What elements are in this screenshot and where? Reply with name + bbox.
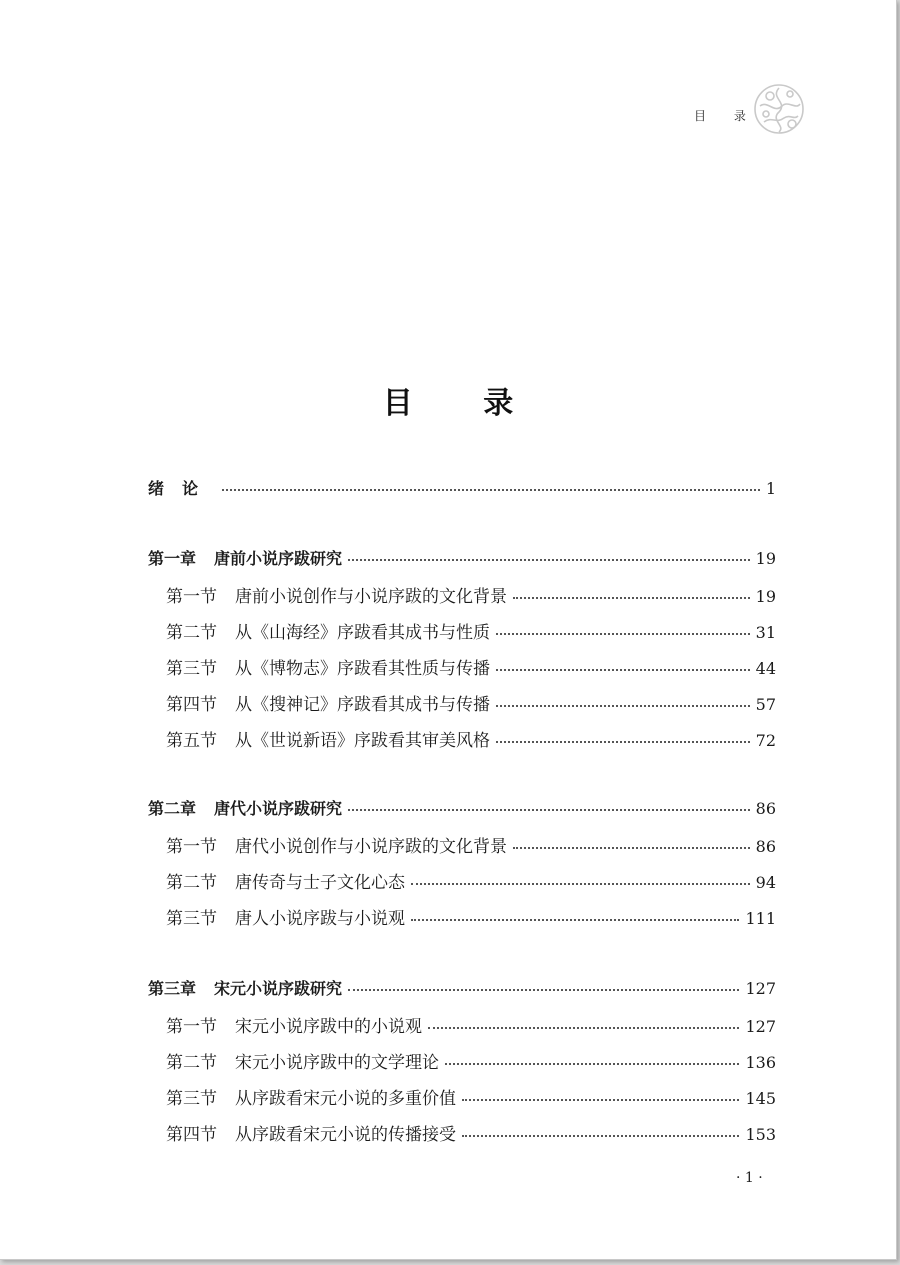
toc-page-number: 1 — [765, 479, 776, 498]
toc-label: 第五节 — [166, 731, 217, 751]
page-number: · 1 · — [736, 1170, 763, 1186]
leader-dots — [445, 1046, 739, 1065]
toc-label: 第二节 — [166, 873, 217, 893]
toc-entry-section[interactable] — [166, 726, 776, 752]
toc-entry-section[interactable] — [166, 1048, 776, 1074]
leader-dots — [411, 902, 739, 921]
toc-label: 绪论 — [148, 479, 217, 498]
toc-title: 从《山海经》序跋看其成书与性质 — [235, 623, 490, 643]
toc-label: 第二章 — [148, 799, 197, 818]
toc-page-number: 127 — [745, 979, 776, 998]
toc-title: 唐人小说序跋与小说观 — [235, 909, 405, 929]
toc-title: 宋元小说序跋中的小说观 — [235, 1017, 422, 1037]
toc-label: 第二节 — [166, 1053, 217, 1073]
running-head: 目 录 — [694, 109, 758, 123]
leader-dots — [348, 973, 739, 991]
toc-entry-section[interactable] — [166, 1120, 776, 1146]
page-title: 目 录 — [382, 386, 544, 421]
toc-title: 从序跋看宋元小说的多重价值 — [235, 1089, 456, 1109]
toc-entry-section[interactable] — [166, 654, 776, 680]
toc-label: 第四节 — [166, 1125, 217, 1145]
toc-entry-section[interactable] — [166, 904, 776, 930]
toc-title: 宋元小说序跋中的文学理论 — [235, 1053, 439, 1073]
leader-dots — [348, 543, 750, 561]
toc-title: 从《博物志》序跋看其性质与传播 — [235, 659, 490, 679]
leader-dots — [496, 616, 750, 635]
toc-label: 第一章 — [148, 549, 197, 568]
toc-label: 第二节 — [166, 623, 217, 643]
toc-entry-section[interactable] — [166, 832, 776, 858]
floral-ornament-icon — [752, 80, 806, 138]
toc-title: 唐传奇与士子文化心态 — [235, 873, 405, 893]
toc-page-number: 72 — [755, 731, 776, 750]
leader-dots — [496, 724, 750, 743]
leader-dots — [462, 1082, 739, 1101]
toc-title: 从《世说新语》序跋看其审美风格 — [235, 731, 490, 751]
toc-page-number: 94 — [755, 873, 776, 892]
toc-entry-section[interactable] — [166, 690, 776, 716]
toc-page-number: 57 — [755, 695, 776, 714]
leader-dots — [411, 866, 750, 885]
toc-label: 第三节 — [166, 659, 217, 679]
toc-page-number: 153 — [745, 1125, 776, 1144]
toc-title: 从《搜神记》序跋看其成书与传播 — [235, 695, 490, 715]
toc-entry-section[interactable] — [166, 1012, 776, 1038]
toc-page-number: 127 — [745, 1017, 776, 1036]
toc-page-number: 136 — [745, 1053, 776, 1072]
toc-entry-chapter[interactable] — [148, 976, 776, 1002]
toc-page-number: 111 — [745, 909, 776, 928]
toc-entry-section[interactable] — [166, 1084, 776, 1110]
toc-title: 唐代小说序跋研究 — [214, 799, 343, 818]
toc-label: 第一节 — [166, 587, 217, 607]
leader-dots — [462, 1118, 739, 1137]
toc-label: 第四节 — [166, 695, 217, 715]
toc-title: 唐代小说创作与小说序跋的文化背景 — [235, 837, 507, 857]
toc-page-number: 19 — [755, 587, 776, 606]
leader-dots — [496, 652, 750, 671]
toc-page-number: 19 — [755, 549, 776, 568]
leader-dots — [348, 793, 750, 811]
toc-page-number: 86 — [755, 799, 776, 818]
toc-page-number: 86 — [755, 837, 776, 856]
toc-entry-chapter[interactable] — [148, 546, 776, 572]
toc-label: 第一节 — [166, 1017, 217, 1037]
toc-page-number: 145 — [745, 1089, 776, 1108]
toc-page-number: 31 — [755, 623, 776, 642]
leader-dots — [222, 473, 760, 491]
toc-title: 宋元小说序跋研究 — [214, 979, 343, 998]
toc-label: 第一节 — [166, 837, 217, 857]
toc-label: 第三节 — [166, 1089, 217, 1109]
leader-dots — [496, 688, 750, 707]
toc-page-number: 44 — [755, 659, 776, 678]
toc-label: 第三节 — [166, 909, 217, 929]
toc-title: 唐前小说创作与小说序跋的文化背景 — [235, 587, 507, 607]
toc-title: 从序跋看宋元小说的传播接受 — [235, 1125, 456, 1145]
leader-dots — [428, 1010, 739, 1029]
leader-dots — [513, 580, 750, 599]
leader-dots — [513, 830, 750, 849]
toc-entry-section[interactable] — [166, 868, 776, 894]
toc-label: 第三章 — [148, 979, 197, 998]
toc-entry-chapter[interactable] — [148, 796, 776, 822]
toc-entry-section[interactable] — [166, 618, 776, 644]
toc-entry-intro[interactable] — [148, 476, 776, 502]
toc-entry-section[interactable] — [166, 582, 776, 608]
toc-title: 唐前小说序跋研究 — [214, 549, 343, 568]
